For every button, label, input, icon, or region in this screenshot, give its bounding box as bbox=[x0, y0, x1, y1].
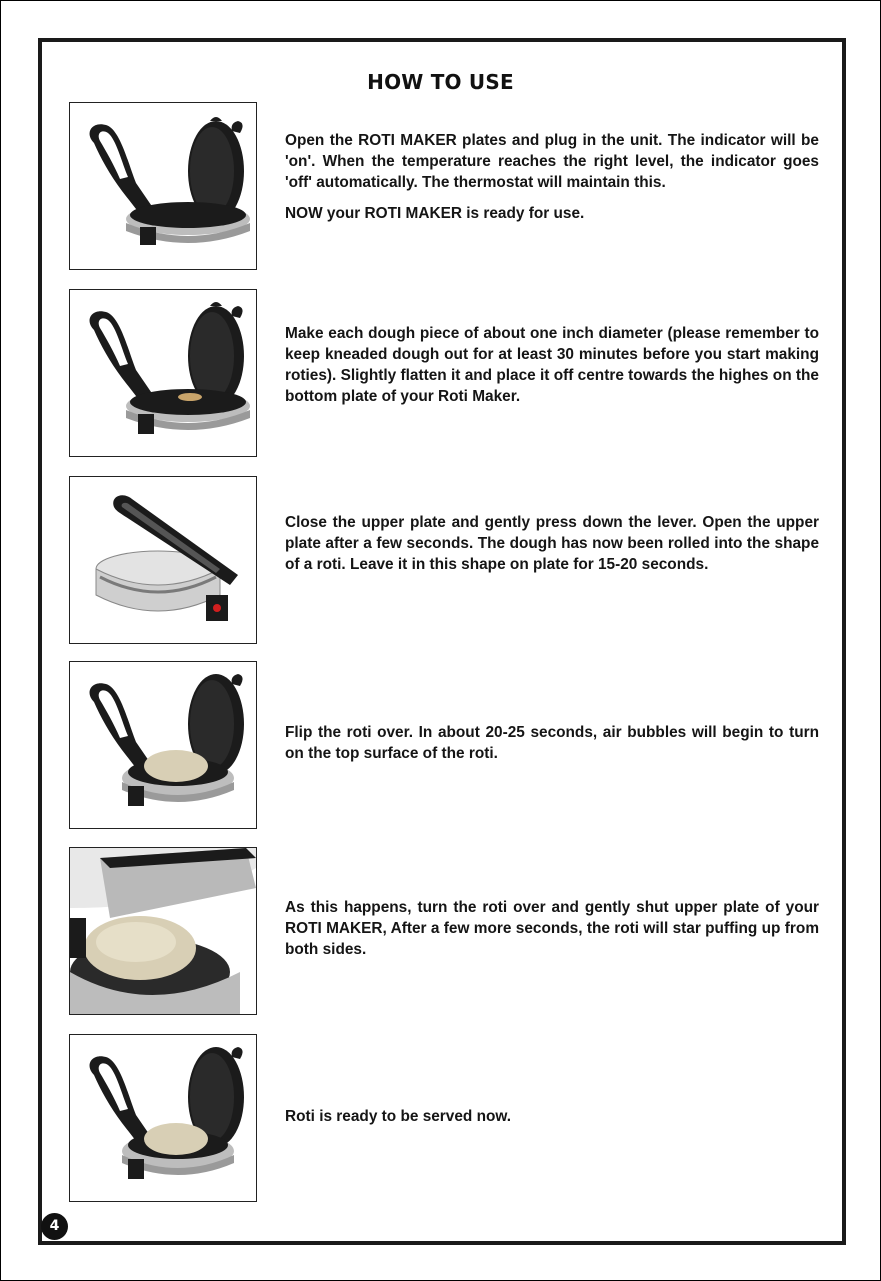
step-1-image bbox=[69, 102, 257, 270]
roti-maker-open-illustration bbox=[70, 103, 256, 269]
step-5-text bbox=[285, 897, 819, 970]
page-number-badge: 4 bbox=[41, 1213, 68, 1240]
step-5-image bbox=[69, 847, 257, 1015]
roti-maker-open-roti-illustration bbox=[70, 662, 256, 828]
step-6-image bbox=[69, 1034, 257, 1202]
step-1-paragraph-2: NOW your ROTI MAKER is ready for use. bbox=[285, 205, 585, 222]
step-3-image bbox=[69, 476, 257, 644]
step-3-text bbox=[285, 512, 819, 585]
step-3-paragraph-1: Close the upper plate and gently press down the lever. Open the upper plate after a few seconds. The dough has now been rolled into the shape of a roti. Leave it in this shape on plate for 15-20 seconds. bbox=[285, 514, 819, 573]
step-4-text bbox=[285, 722, 819, 774]
roti-maker-closed-illustration bbox=[70, 477, 256, 643]
step-4-image bbox=[69, 661, 257, 829]
step-6-text bbox=[285, 1106, 819, 1137]
step-1-text bbox=[285, 130, 819, 234]
roti-maker-with-dough-illustration bbox=[70, 290, 256, 456]
roti-maker-ready-illustration bbox=[70, 1035, 256, 1201]
step-2-paragraph-1: Make each dough piece of about one inch diameter (please remember to keep kneaded dough out for at least 30 minutes before you start making roties). Slightly flatten it and place it off centre towards the highes on the bottom plate of your Roti Maker. bbox=[285, 325, 819, 405]
step-5-paragraph-1: As this happens, turn the roti over and gently shut upper plate of your ROTI MAKER, After a few more seconds, the roti will star puffing up from both sides. bbox=[285, 899, 819, 958]
page-title: HOW TO USE bbox=[367, 70, 514, 94]
step-2-image bbox=[69, 289, 257, 457]
step-2-text bbox=[285, 323, 819, 417]
step-1-paragraph-1: Open the ROTI MAKER plates and plug in the unit. The indicator will be 'on'. When the temperature reaches the right level, the indicator goes 'off' automatically. The thermostat will maintain this. bbox=[285, 132, 819, 191]
roti-puffing-closeup-illustration bbox=[70, 848, 256, 1014]
step-6-paragraph-1: Roti is ready to be served now. bbox=[285, 1108, 512, 1125]
step-4-paragraph-1: Flip the roti over. In about 20-25 seconds, air bubbles will begin to turn on the top surface of the roti. bbox=[285, 724, 819, 762]
